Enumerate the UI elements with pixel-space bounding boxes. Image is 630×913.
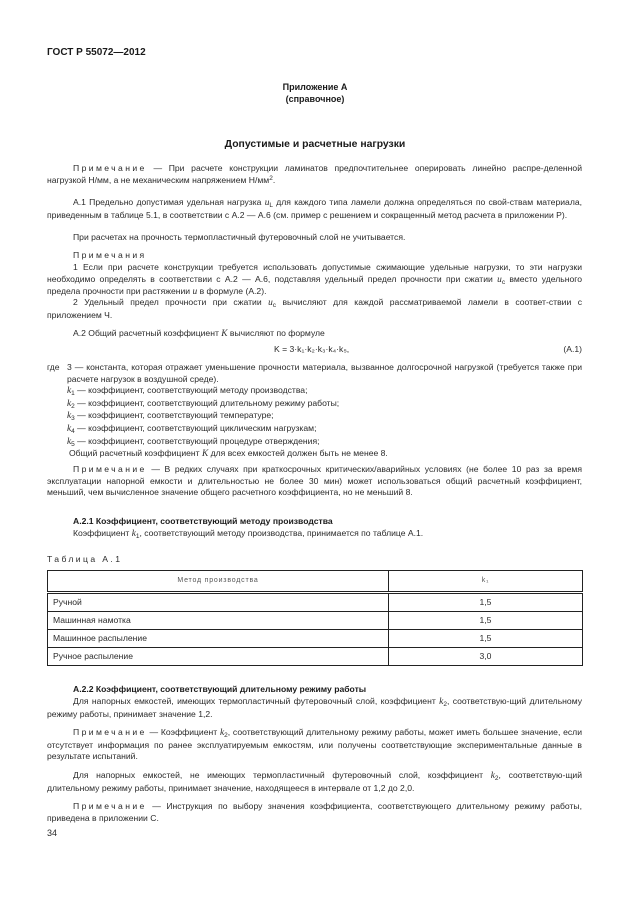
note-a22-2: Примечание — Инструкция по выбору значения коэффициента, соответствующего длительному режиму работы, приведена в приложении С.	[47, 801, 582, 823]
document-header: ГОСТ Р 55072—2012	[47, 47, 146, 58]
table-a1	[47, 570, 583, 666]
appendix-heading	[0, 81, 630, 105]
where-label: где	[47, 362, 60, 372]
k-item: $k_3$ — коэффициент, соответствующий температуре;	[67, 410, 274, 423]
note-3: Примечание — В редких случаях при краткосрочных критических/аварийных условиях (не более 10 раз за время эксплуатации напорной емкости и длительностью не более 30 мин) может использоваться общий расчетный коэффициент, меньший, чем вычисленное значение общего расчетного коэффициента, но не меньший 8.	[47, 464, 582, 498]
note-label: Примечание	[73, 163, 147, 173]
paragraph-a1: А.1 Предельно допустимая удельная нагрузка $u_L$ для каждого типа ламели должна определяться по свой-ствам материала, приведенным в таблице 5.1, в соответствии с А.2 — А.6 (см. пример с решением и сокращенный метод расчета в приложении Р).	[47, 197, 582, 220]
table-header-row	[48, 571, 583, 593]
table-row: Ручной 1,5	[48, 593, 583, 612]
formula-row	[47, 344, 582, 356]
note-2-item-2: 2 Удельный предел прочности при сжатии $u_c$ вычисляют для каждой рассматриваемой ламели в соответ-ствии с приложением Ч.	[47, 297, 582, 320]
section-title: Допустимые и расчетные нагрузки	[224, 139, 406, 150]
table-row: Машинная намотка 1,5	[48, 612, 583, 630]
where-block	[47, 362, 582, 461]
appendix-label: Приложение А	[282, 82, 348, 92]
paragraph-a22-1: Для напорных емкостей, имеющих термопластичный футеровочный слой, коэффициент $k_2$, соответствую-щий длительному режиму работы, принимает значение 1,2.	[47, 696, 583, 719]
k-item: $k_2$ — коэффициент, соответствующий длительному режиму работы;	[67, 397, 340, 410]
table-row: Машинное распыление 1,5	[48, 630, 583, 648]
formula: K = 3·k₁·k₂·k₃·k₄·k₅,	[274, 344, 350, 354]
paragraph-a21: Коэффициент $k_1$, соответствующий методу производства, принимается по таблице А.1.	[73, 528, 424, 540]
note-a22: Примечание — Коэффициент $k_2$, соответствующий длительному режиму работы, может иметь большее значение, если отсутствует информация по ранее эксплуатируемым емкостям, или получены соответствующие экспериментальные данные в результате испытаний.	[47, 727, 582, 762]
formula-number: (А.1)	[563, 344, 582, 354]
table-row: Ручное распыление 3,0	[48, 648, 583, 666]
notes-label: Примечания	[73, 250, 147, 260]
k-item: $k_4$ — коэффициент, соответствующий циклическим нагрузкам;	[67, 422, 317, 435]
k-item: $k_5$ — коэффициент, соответствующий процедуре отверждения;	[67, 435, 320, 448]
heading-a22: А.2.2 Коэффициент, соответствующий длительному режиму работы	[73, 684, 367, 694]
heading-a21: А.2.1 Коэффициент, соответствующий методу производства	[73, 516, 333, 526]
appendix-type: (справочное)	[285, 94, 345, 104]
column-header-k1: k₁	[389, 571, 583, 593]
page-number: 34	[47, 828, 58, 838]
note-1: Примечание — При расчете конструкции ламинатов предпочтительнее оперировать линейно распре-деленной нагрузкой Н/мм, а не механическим напряжением $Н/мм^2$.	[47, 163, 582, 185]
paragraph-a22-2: Для напорных емкостей, не имеющих термопластичный футеровочный слой, коэффициент $k_2$, соответствую-щий длительному режиму работы, принимает значение, находящееся в интервале от 1,2 до 2,0.	[47, 770, 582, 793]
paragraph-a2: А.2 Общий расчетный коэффициент K вычисляют по формуле	[73, 328, 325, 339]
table-caption: Таблица А.1	[47, 554, 123, 564]
where-text: 3 — константа, которая отражает уменьшение прочности материала, вызванное долгосрочной нагрузкой (требуется также при расчете нагрузок в воздушной среде).	[67, 362, 582, 384]
paragraph-a1-thermo: При расчетах на прочность термопластичный футеровочный слой не учитывается.	[73, 232, 406, 242]
k-item: $k_1$ — коэффициент, соответствующий методу производства;	[67, 385, 308, 398]
min-k-text: Общий расчетный коэффициент K для всех емкостей должен быть не менее 8.	[69, 448, 388, 460]
column-header-method: Метод производства	[48, 571, 389, 593]
note-2-item-1: 1 Если при расчете конструкции требуется использовать допустимые сжимающие удельные нагрузки, то эти нагрузки необходимо определять в соответствии с А.2 — А.6, подставляя удельный предел прочности при сжатии $u_c$ вместо удельного предела прочности при растяжении u в формуле (А.2).	[47, 262, 583, 298]
